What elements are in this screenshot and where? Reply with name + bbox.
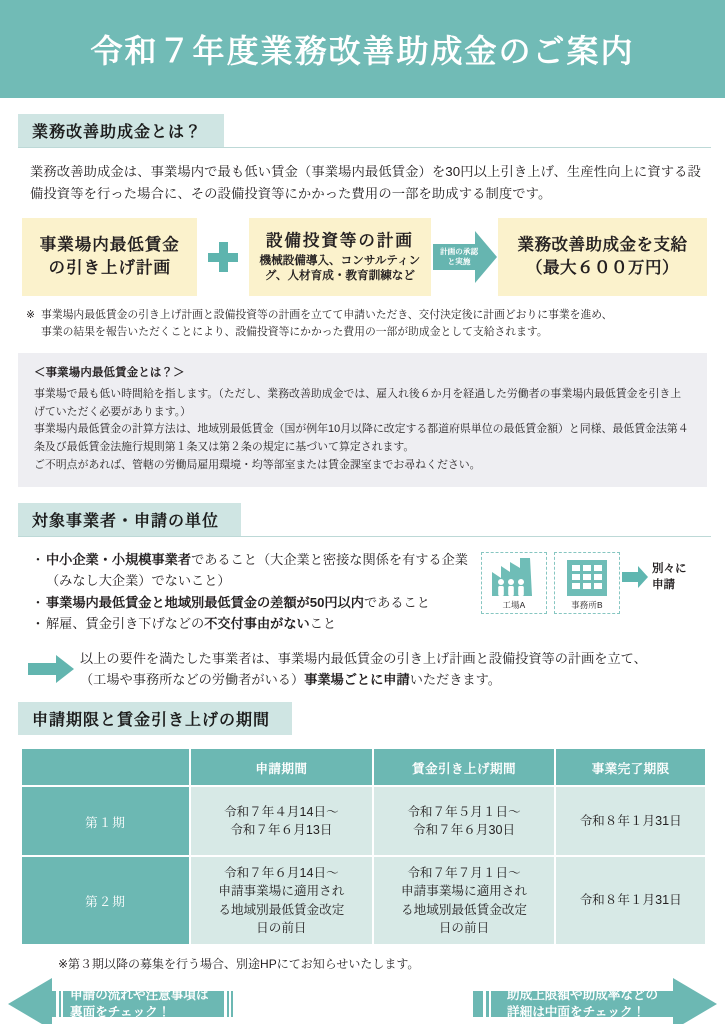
info-panel-line-2: 事業場内最低賃金の計算方法は、地域別最低賃金（国が例年10月以降に改定する都道府県単位の最低賃金額）と同様、最低賃金法第４条及び最低賃金法施行規則第１条又は第２条の規定に基づいて算定されます。 bbox=[34, 423, 689, 454]
factory-dashed-box bbox=[481, 552, 547, 614]
table-col-completion-deadline: 事業完了期限 bbox=[556, 749, 705, 785]
eligibility-bullet-list bbox=[24, 550, 481, 635]
flow-diagram bbox=[22, 218, 707, 296]
table-row bbox=[22, 787, 705, 855]
section-what-is bbox=[0, 98, 725, 148]
footer-banner-left[interactable] bbox=[8, 978, 338, 1024]
bullet-1-bold: 中小企業・小規模事業者 bbox=[46, 552, 192, 568]
table-header bbox=[22, 749, 705, 785]
office-label: 事務所B bbox=[571, 600, 603, 611]
separate-apply-line2: 申請 bbox=[652, 578, 675, 591]
flow-box-3-line2: （最大６００万円） bbox=[526, 259, 680, 278]
section-schedule bbox=[0, 690, 725, 735]
bullet-3-plain-post: こと bbox=[309, 616, 337, 632]
schedule-table bbox=[20, 747, 707, 946]
section-divider bbox=[18, 536, 711, 537]
bullet-1-plain: であること（大企業と密接な関係を有する企業（みなし大企業）でないこと） bbox=[46, 552, 468, 589]
callout-line-2-post: いただきます。 bbox=[409, 671, 501, 687]
eligibility-callout bbox=[22, 648, 705, 690]
callout-arrow-icon bbox=[22, 655, 80, 683]
list-item bbox=[30, 614, 481, 635]
bullet-2-plain: であること bbox=[363, 594, 430, 610]
note-line-1: 事業場内最低賃金の引き上げ計画と設備投資等の計画を立てて申請いただき、交付決定後に計画どおりに事業を進め、 bbox=[41, 309, 613, 322]
flow-box-wage-plan bbox=[22, 218, 197, 296]
table-col-apply-period: 申請期間 bbox=[191, 749, 372, 785]
info-panel-minimum-wage bbox=[18, 353, 707, 487]
flow-arrow-label-line2: と実施 bbox=[447, 257, 471, 267]
bullet-2-bold: 事業場内最低賃金と地域別最低賃金の差額が50円以内 bbox=[46, 594, 364, 610]
section-divider bbox=[18, 147, 711, 148]
flow-box-2-sub2: グ、人材育成・教育訓練など bbox=[264, 269, 415, 283]
bullet-3-plain-pre: 解雇、賃金引き下げなどの bbox=[46, 616, 205, 632]
note-marker: ※ bbox=[26, 309, 36, 322]
list-item bbox=[30, 593, 481, 614]
page-title: 令和７年度業務改善助成金のご案内 bbox=[90, 33, 635, 69]
workplace-icon-group bbox=[481, 550, 713, 635]
row-2-complete: 令和８年１月31日 bbox=[556, 857, 705, 944]
table-header-row bbox=[22, 749, 705, 785]
footer-right-line1: 助成上限額や助成率などの bbox=[507, 988, 659, 1003]
table-body bbox=[22, 787, 705, 944]
footer-banner-right[interactable] bbox=[473, 978, 717, 1024]
table-col-wage-raise-period: 賃金引き上げ期間 bbox=[374, 749, 555, 785]
office-building-icon bbox=[566, 556, 608, 598]
row-1-apply: 令和７年４月14日〜 令和７年６月13日 bbox=[191, 787, 372, 855]
factory-icon bbox=[490, 556, 538, 598]
note-body bbox=[41, 307, 705, 341]
bullet-text bbox=[46, 593, 481, 614]
flow-note bbox=[26, 307, 705, 341]
flow-arrow-approval bbox=[431, 218, 498, 296]
bullet-text bbox=[46, 614, 481, 635]
office-dashed-box bbox=[554, 552, 620, 614]
section-eligibility bbox=[0, 487, 725, 537]
flow-box-1-line2: の引き上げ計画 bbox=[48, 259, 171, 278]
schedule-footnote: ※第３期以降の募集を行う場合、別途HPにてお知らせいたします。 bbox=[58, 957, 420, 972]
info-panel-line-3: ご不明点があれば、管轄の労働局雇用環境・均等部室または賃金課室までお尋ねください。 bbox=[34, 458, 481, 471]
flow-box-subsidy-payment bbox=[498, 218, 707, 296]
info-panel-title: ＜事業場内最低賃金とは？＞ bbox=[34, 367, 185, 380]
flow-box-investment-plan bbox=[249, 218, 431, 296]
callout-line-2-bold: 事業場ごとに申請 bbox=[304, 671, 410, 687]
callout-line-2-pre: （工場や事務所などの労働者がいる） bbox=[80, 671, 305, 687]
row-1-raise: 令和７年５月１日〜 令和７年６月30日 bbox=[374, 787, 555, 855]
bullet-marker: ・ bbox=[31, 552, 45, 568]
section-heading-schedule: 申請期限と賃金引き上げの期間 bbox=[18, 702, 292, 735]
note-line-2: 事業の結果を報告いただくことにより、設備投資等にかかった費用の一部が助成金として支給されます。 bbox=[41, 326, 548, 339]
footer-banner-left-text bbox=[70, 987, 209, 1022]
callout-line-1: 以上の要件を満たした事業者は、事業場内最低賃金の引き上げ計画と設備投資等の計画を立て、 bbox=[80, 650, 647, 666]
separate-apply-arrow-icon bbox=[620, 552, 650, 588]
table-col-blank bbox=[22, 749, 189, 785]
info-panel-line-1: 事業場で最も低い時間給を指します。（ただし、業務改善助成金では、雇入れ後６か月を経過した労働者の事業場内最低賃金を引き上げていただく必要があります。） bbox=[34, 388, 682, 418]
row-2-raise: 令和７年７月１日〜 申請事業場に適用され る地域別最低賃金改定 日の前日 bbox=[374, 857, 555, 944]
separate-apply-label bbox=[652, 552, 687, 593]
flow-box-3-line1: 業務改善助成金を支給 bbox=[517, 236, 688, 255]
callout-text bbox=[80, 648, 705, 690]
flow-box-2-title: 設備投資等の計画 bbox=[265, 232, 414, 251]
plus-icon bbox=[197, 218, 248, 296]
separate-apply-line1: 別々に bbox=[652, 563, 687, 576]
eligibility-row bbox=[24, 550, 713, 635]
footer-banner-right-text bbox=[507, 987, 658, 1022]
intro-paragraph: 業務改善助成金は、事業場内で最も低い賃金（事業場内最低賃金）を30円以上引き上げ、生産性向上に資する設備投資等を行った場合に、その設備投資等にかかった費用の一部を助成する制度です。 bbox=[30, 164, 701, 201]
footer-right-line2: 詳細は中面をチェック！ bbox=[507, 1005, 646, 1020]
section-heading-what-is: 業務改善助成金とは？ bbox=[18, 114, 224, 147]
title-banner bbox=[0, 0, 725, 98]
footer-left-line2: 裏面をチェック！ bbox=[70, 1005, 171, 1020]
list-item bbox=[30, 550, 481, 591]
table-row bbox=[22, 857, 705, 944]
bullet-marker: ・ bbox=[31, 594, 45, 610]
bullet-marker: ・ bbox=[31, 616, 45, 632]
footer-banners bbox=[0, 978, 725, 1024]
flow-arrow-label-line1: 計画の承認 bbox=[440, 247, 479, 257]
row-2-apply: 令和７年６月14日〜 申請事業場に適用され る地域別最低賃金改定 日の前日 bbox=[191, 857, 372, 944]
bullet-3-bold: 不交付事由がない bbox=[204, 616, 310, 632]
flow-box-1-line1: 事業場内最低賃金 bbox=[39, 236, 180, 255]
section-heading-eligibility: 対象事業者・申請の単位 bbox=[18, 503, 241, 536]
row-2-period: 第２期 bbox=[22, 857, 189, 944]
flow-box-2-sub1: 機械設備導入、コンサルティン bbox=[259, 253, 421, 267]
factory-label: 工場A bbox=[502, 600, 526, 611]
row-1-complete: 令和８年１月31日 bbox=[556, 787, 705, 855]
footer-left-line1: 申請の流れや注意事項は bbox=[70, 988, 209, 1003]
schedule-table-wrap bbox=[20, 747, 707, 946]
row-1-period: 第１期 bbox=[22, 787, 189, 855]
bullet-text bbox=[46, 550, 481, 591]
